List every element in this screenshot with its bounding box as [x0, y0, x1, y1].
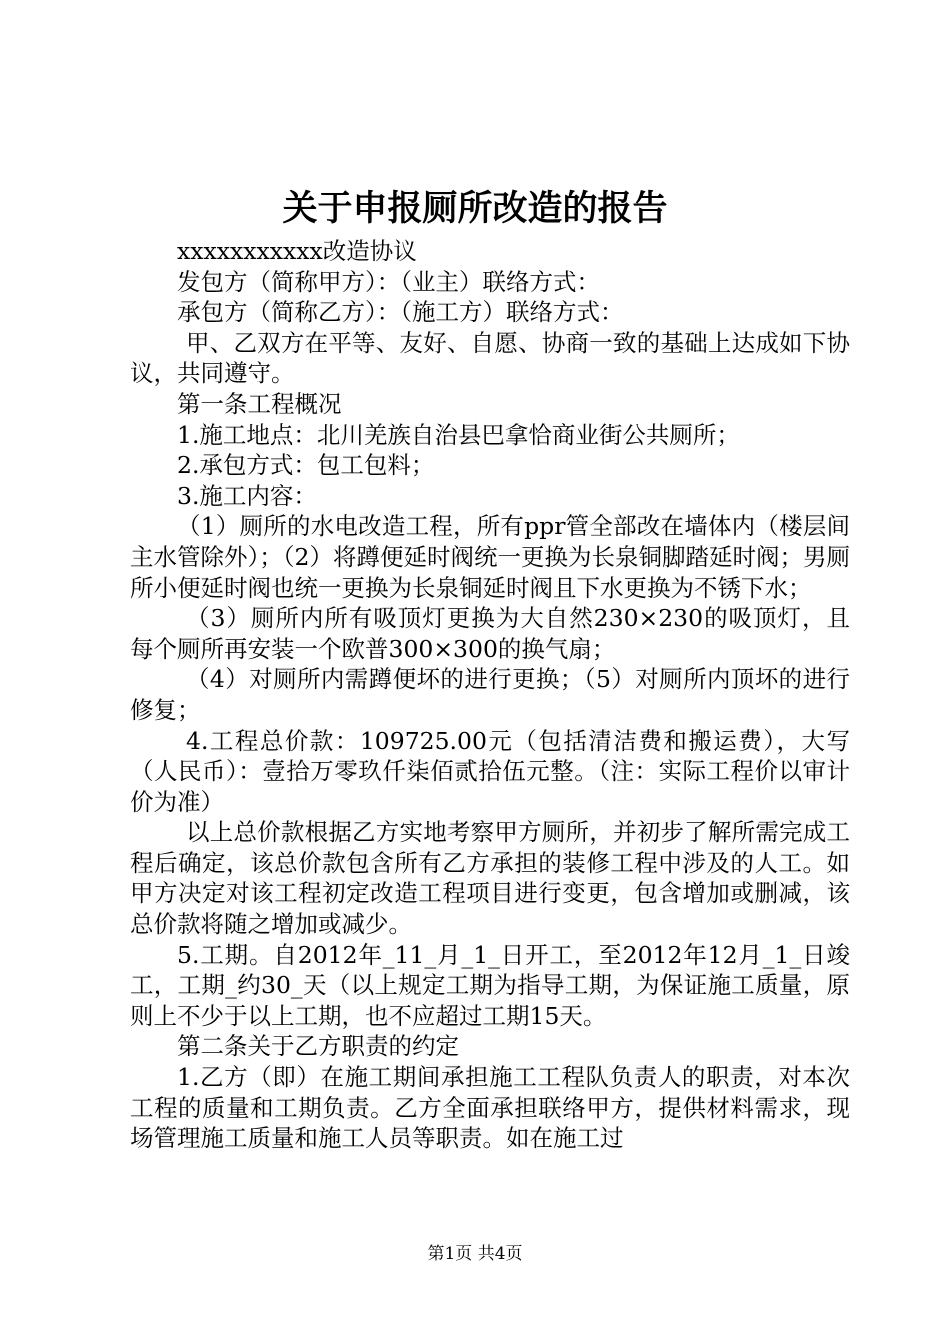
paragraph-party-a: 发包方（简称甲方）：（业主）联络方式：: [177, 267, 600, 296]
paragraph-contract-mode: 2.承包方式：包工包料；: [177, 451, 435, 480]
paragraph-party-b: 承包方（简称乙方）：（施工方）联络方式：: [177, 298, 624, 327]
paragraph-schedule: 5.工期。自2012年_11_月_1_日开工，至2012年12月_1_日竣工，工期_约30_天（以上规定工期为指导工期，为保证施工质量，原则上不少于以上工期，也不应超过工期15天。: [130, 940, 850, 1030]
section-heading-2: 第二条关于乙方职责的约定: [177, 1032, 459, 1061]
paragraph-preamble: 甲、乙双方在平等、友好、自愿、协商一致的基础上达成如下协议，共同遵守。: [130, 328, 850, 388]
paragraph-content-item-4-5: （4）对厕所内需蹲便坏的进行更换；（5）对厕所内顶坏的进行修复；: [130, 665, 850, 724]
paragraph-party-b-duty: 1.乙方（即）在施工期间承担施工工程队负责人的职责，对本次工程的质量和工期负责。乙方全面承担联络甲方，提供材料需求，现场管理施工质量和施工人员等职责。如在施工过: [130, 1063, 850, 1153]
paragraph-location: 1.施工地点：北川羌族自治县巴拿恰商业街公共厕所；: [177, 420, 740, 449]
paragraph-price-note: 以上总价款根据乙方实地考察甲方厕所，并初步了解所需完成工程后确定，该总价款包含所有乙方承担的装修工程中涉及的人工。如甲方决定对该工程初定改造工程项目进行变更，包含增加或删减，该总价款将随之增加或减少。: [130, 818, 850, 939]
paragraph-content-item-1-2: （1）厕所的水电改造工程，所有ppr管全部改在墙体内（楼层间主水管除外）；（2）将蹲便延时阀统一更换为长泉铜脚踏延时阀；男厕所小便延时阀也统一更换为长泉铜延时阀且下水更换为不锈下水；: [130, 512, 850, 602]
paragraph-agreement-name: xxxxxxxxxxx改造协议: [177, 237, 417, 265]
section-heading-1: 第一条工程概况: [177, 389, 342, 418]
paragraph-content-heading: 3.施工内容：: [177, 481, 317, 510]
page-footer: 第1页 共4页: [427, 1244, 523, 1264]
document-title: 关于申报厕所改造的报告: [282, 188, 668, 229]
document-body: [130, 236, 850, 1154]
paragraph-total-price: 4.工程总价款：109725.00元（包括清洁费和搬运费），大写（人民币）：壹拾万零玖仟柒佰贰拾伍元整。（注：实际工程价以审计价为准）: [130, 726, 850, 816]
paragraph-content-item-3: （3）厕所内所有吸顶灯更换为大自然230×230的吸顶灯，且每个厕所再安装一个欧普300×300的换气扇；: [130, 604, 850, 663]
